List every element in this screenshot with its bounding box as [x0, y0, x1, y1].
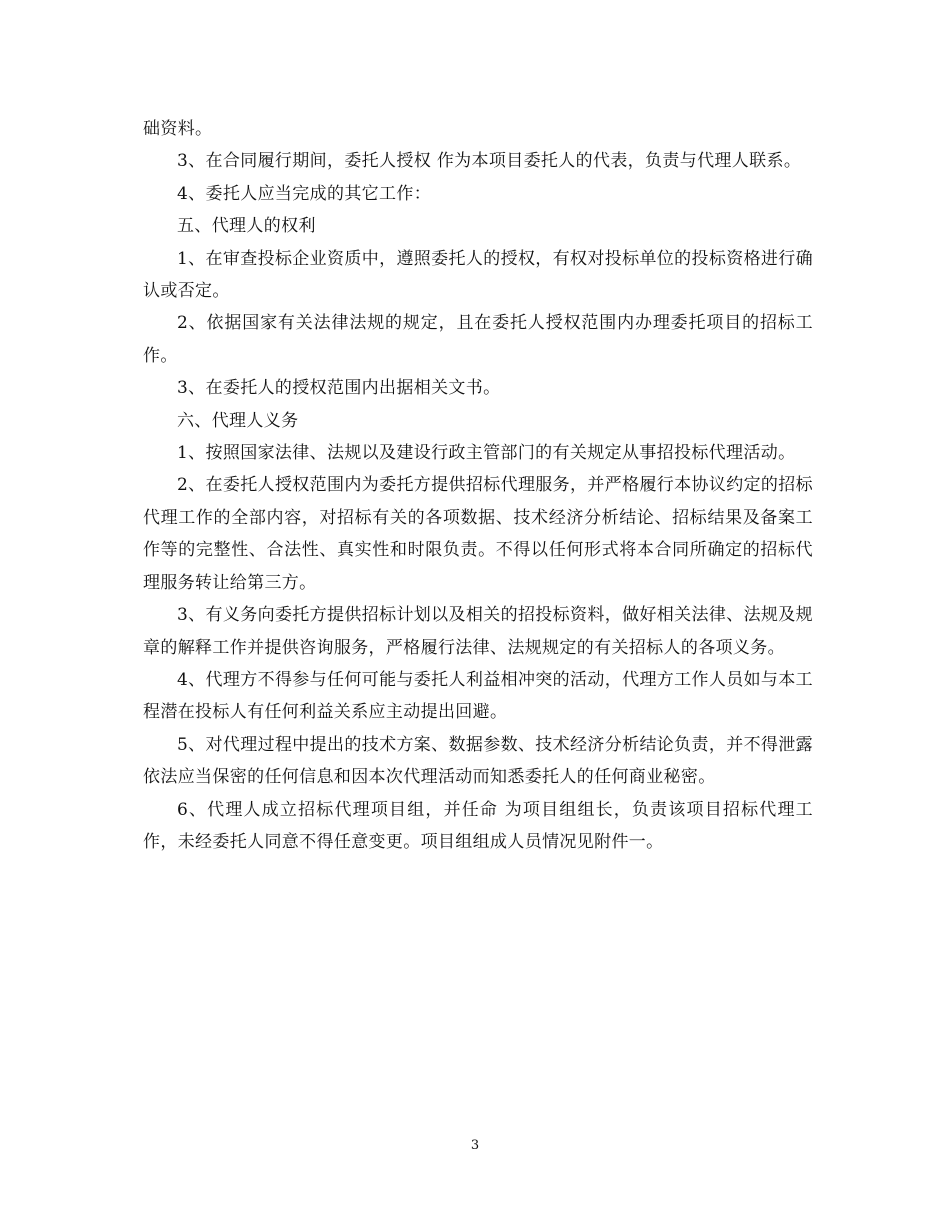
- paragraph-continuation: 础资料。: [143, 119, 213, 139]
- paragraph-client-other-work: 4、委托人应当完成的其它工作：: [177, 183, 432, 204]
- page-number: 3: [470, 1138, 480, 1153]
- paragraph-agent-obligation-3: 3、有义务向委托方提供招标计划以及相关的招投标资料，做好相关法律、法规及规章的解释工作并提供咨询服务，严格履行法律、法规规定的有关招标人的各项义务。: [143, 605, 813, 658]
- paragraph-agent-right-1: 1、在审查投标企业资质中，遵照委托人的授权，有权对投标单位的投标资格进行确认或否定。: [143, 248, 813, 302]
- paragraph-agent-right-2: 2、依据国家有关法律法规的规定，且在委托人授权范围内办理委托项目的招标工作。: [143, 313, 813, 366]
- paragraph-agent-obligation-2: 2、在委托人授权范围内为委托方提供招标代理服务，并严格履行本协议约定的招标代理工作的全部内容，对招标有关的各项数据、技术经济分析结论、招标结果及备案工作等的完整性、合法性、真实性和时限负责。不得以任何形式将本合同所确定的招标代理服务转让给第三方。: [143, 475, 813, 593]
- paragraph-agent-right-3: 3、在委托人的授权范围内出据相关文书。: [177, 378, 501, 399]
- paragraph-agent-obligation-4: 4、代理方不得参与任何可能与委托人利益相冲突的活动，代理方工作人员如与本工程潜在投标人有任何利益关系应主动提出回避。: [143, 669, 813, 723]
- paragraph-agent-obligation-1: 1、按照国家法律、法规以及建设行政主管部门的有关规定从事招投标代理活动。: [177, 443, 796, 464]
- section-heading-agent-rights: 五、代理人的权利: [177, 216, 316, 237]
- paragraph-agent-obligation-5: 5、对代理过程中提出的技术方案、数据参数、技术经济分析结论负责，并不得泄露依法应当保密的任何信息和因本次代理活动而知悉委托人的任何商业秘密。: [143, 734, 813, 788]
- paragraph-client-representative: 3、在合同履行期间，委托人授权 作为本项目委托人的代表，负责与代理人联系。: [177, 151, 802, 172]
- paragraph-agent-obligation-6: 6、代理人成立招标代理项目组，并任命 为项目组组长，负责该项目招标代理工作，未经委托人同意不得任意变更。项目组组成人员情况见附件一。: [143, 799, 813, 852]
- document-body: [143, 113, 813, 858]
- section-heading-agent-obligations: 六、代理人义务: [177, 410, 299, 431]
